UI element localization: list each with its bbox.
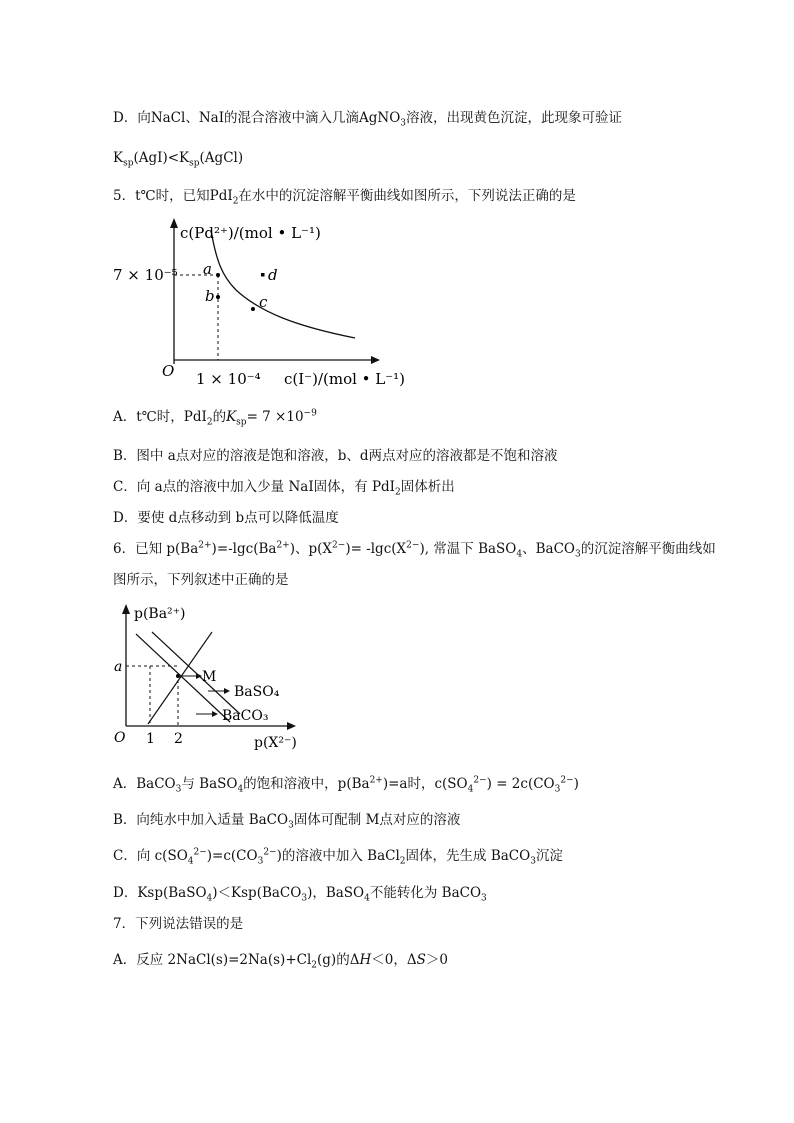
q5-point-b: [216, 295, 220, 299]
text: )=a时，c(SO: [382, 776, 468, 792]
q5-point-d: [261, 273, 265, 277]
q6-x-arrow: [287, 722, 296, 730]
text: K: [226, 409, 237, 425]
text: B．向纯水中加入适量 BaCO: [113, 812, 289, 828]
q5-y-arrow: [170, 218, 178, 228]
q7-option-a: [113, 951, 448, 969]
q5-origin: O: [162, 362, 175, 380]
subscript: 3: [481, 893, 487, 904]
subscript: 3: [400, 118, 407, 129]
text: 与 BaSO: [181, 776, 238, 792]
q7-stem: 7．下列说法错误的是: [113, 916, 244, 932]
superscript: 2−: [263, 847, 277, 858]
text: )=-lgc(Ba: [211, 541, 277, 557]
superscript: 2−: [193, 847, 207, 858]
text: )的溶液中加入 BaCl: [276, 848, 400, 864]
q5-curve: [211, 230, 355, 338]
q5-x-arrow: [371, 356, 380, 364]
text: H: [359, 952, 372, 968]
q6-stem-line2: 图所示，下列叙述中正确的是: [113, 572, 289, 588]
text: C．向 c(SO: [113, 848, 188, 864]
q5-option-d: D．要使 d点移动到 b点可以降低温度: [113, 510, 339, 526]
q4-option-d-cont: [113, 149, 243, 167]
q5-point-c: [251, 307, 255, 311]
text: A．BaCO: [113, 776, 176, 792]
q6-arrowhead-baso4: [224, 688, 230, 694]
text: 固体析出: [400, 479, 455, 495]
subscript: sp: [236, 417, 247, 428]
text: 的饱和溶液中，p(Ba: [243, 776, 370, 792]
subscript: sp: [189, 158, 200, 169]
text: A．反应 2NaCl(s)=2Na(s)+Cl: [113, 952, 312, 968]
q5-label-b: b: [205, 287, 215, 305]
q6-origin: O: [114, 730, 126, 746]
subscript: sp: [123, 158, 134, 169]
text: (AgI)<K: [133, 150, 190, 166]
q6-option-c: [113, 847, 563, 865]
superscript: 2+: [198, 540, 212, 551]
q6-option-b: [113, 811, 460, 829]
q6-stem: [113, 540, 716, 558]
q5-point-a: [216, 273, 220, 277]
subscript: 3: [554, 784, 561, 795]
subscript: 2: [311, 960, 318, 971]
q6-ylabel: p(Ba²⁺): [134, 606, 186, 622]
q6-label-m: M: [202, 669, 217, 685]
q6-ytick: a: [114, 659, 123, 675]
text: (AgCl): [199, 150, 244, 166]
q5-option-c: [113, 478, 455, 496]
subscript: 2: [399, 856, 406, 867]
q5-ylabel: c(Pd²⁺)/(mol • L⁻¹): [180, 224, 321, 242]
subscript: 4: [206, 893, 213, 904]
text: 的: [212, 409, 227, 425]
text: )=c(CO: [206, 848, 258, 864]
text: 沉淀: [535, 848, 563, 864]
text: 、BaCO: [522, 541, 575, 557]
superscript: 2−: [406, 540, 420, 551]
text: 不能转化为 BaCO: [369, 885, 482, 901]
text: C．向 a点的溶液中加入少量 NaI固体，有 PdI: [113, 479, 396, 495]
subscript: 4: [516, 549, 523, 560]
q5-stem: [113, 187, 576, 205]
q5-label-d: d: [268, 266, 278, 284]
superscript: 2+: [369, 775, 383, 786]
text: D．向NaCl、NaI的混合溶液中滴入几滴AgNO: [113, 110, 401, 126]
q5-label-c: c: [259, 293, 268, 311]
subscript: 4: [364, 893, 370, 904]
q6-arrowhead-baco3: [212, 711, 218, 717]
q4-option-d: [113, 109, 622, 127]
subscript: 3: [257, 856, 264, 867]
q5-xtick: 1 × 10⁻⁴: [196, 370, 261, 388]
text: A．t℃时，PdI: [113, 409, 207, 425]
text: 固体，先生成 BaCO: [405, 848, 531, 864]
text: ) = 2c(CO: [486, 776, 555, 792]
q6-xtick-1: 1: [146, 731, 155, 747]
q6-option-d: [113, 884, 487, 902]
text: 5．t℃时，已知PdI: [113, 188, 233, 204]
text: ), 常温下 BaSO: [419, 541, 517, 557]
q6-xtick-2: 2: [174, 731, 183, 747]
superscript: 2+: [276, 540, 290, 551]
q5-xlabel: c(I⁻)/(mol • L⁻¹): [284, 370, 406, 388]
subscript: 4: [237, 784, 244, 795]
superscript: 2−: [332, 540, 346, 551]
text: S: [416, 952, 426, 968]
q6-y-arrow: [122, 604, 130, 614]
text: )，BaSO: [307, 885, 365, 901]
subscript: 3: [175, 784, 182, 795]
q5-ytick: 7 × 10⁻⁵: [113, 266, 178, 284]
text: K: [113, 150, 124, 166]
q6-xlabel: p(X²⁻): [254, 735, 297, 751]
superscript: 2−: [473, 775, 487, 786]
superscript: 2−: [560, 775, 574, 786]
text: 在水中的沉淀溶解平衡曲线如图所示，下列说法正确的是: [238, 188, 576, 204]
subscript: 3: [530, 856, 536, 867]
text: ): [573, 776, 579, 792]
subscript: 2: [206, 417, 213, 428]
text: 的沉淀溶解平衡曲线如: [580, 541, 716, 557]
subscript: 4: [187, 856, 194, 867]
subscript: 2: [395, 487, 401, 498]
subscript: 3: [288, 820, 294, 831]
text: 6．已知 p(Ba: [113, 541, 199, 557]
text: (g)的Δ: [317, 952, 360, 968]
text: = 7 ×10: [246, 409, 304, 425]
text: )、p(X: [289, 541, 333, 557]
q5-chart: [110, 218, 406, 393]
q6-label-baso4: BaSO₄: [234, 684, 280, 700]
q5-option-b: B．图中 a点对应的溶液是饱和溶液，b、d两点对应的溶液都是不饱和溶液: [113, 448, 558, 464]
text: ＞0: [425, 952, 448, 968]
text: )＜Ksp(BaCO: [212, 885, 302, 901]
subscript: 4: [467, 784, 474, 795]
text: 溶液，出现黄色沉淀，此现象可验证: [406, 110, 623, 126]
text: )= -lgc(X: [345, 541, 407, 557]
subscript: 2: [232, 196, 239, 207]
q6-option-a: [113, 775, 579, 793]
q6-chart: [112, 602, 312, 757]
q6-label-baco3: BaCO₃: [222, 708, 269, 724]
q5-option-a: [113, 408, 317, 426]
subscript: 3: [301, 893, 308, 904]
q5-label-a: a: [203, 260, 212, 278]
superscript: −9: [303, 408, 317, 419]
text: 固体可配制 M点对应的溶液: [293, 812, 461, 828]
subscript: 3: [574, 549, 581, 560]
text: ＜0，Δ: [371, 952, 417, 968]
text: D．Ksp(BaSO: [113, 885, 207, 901]
